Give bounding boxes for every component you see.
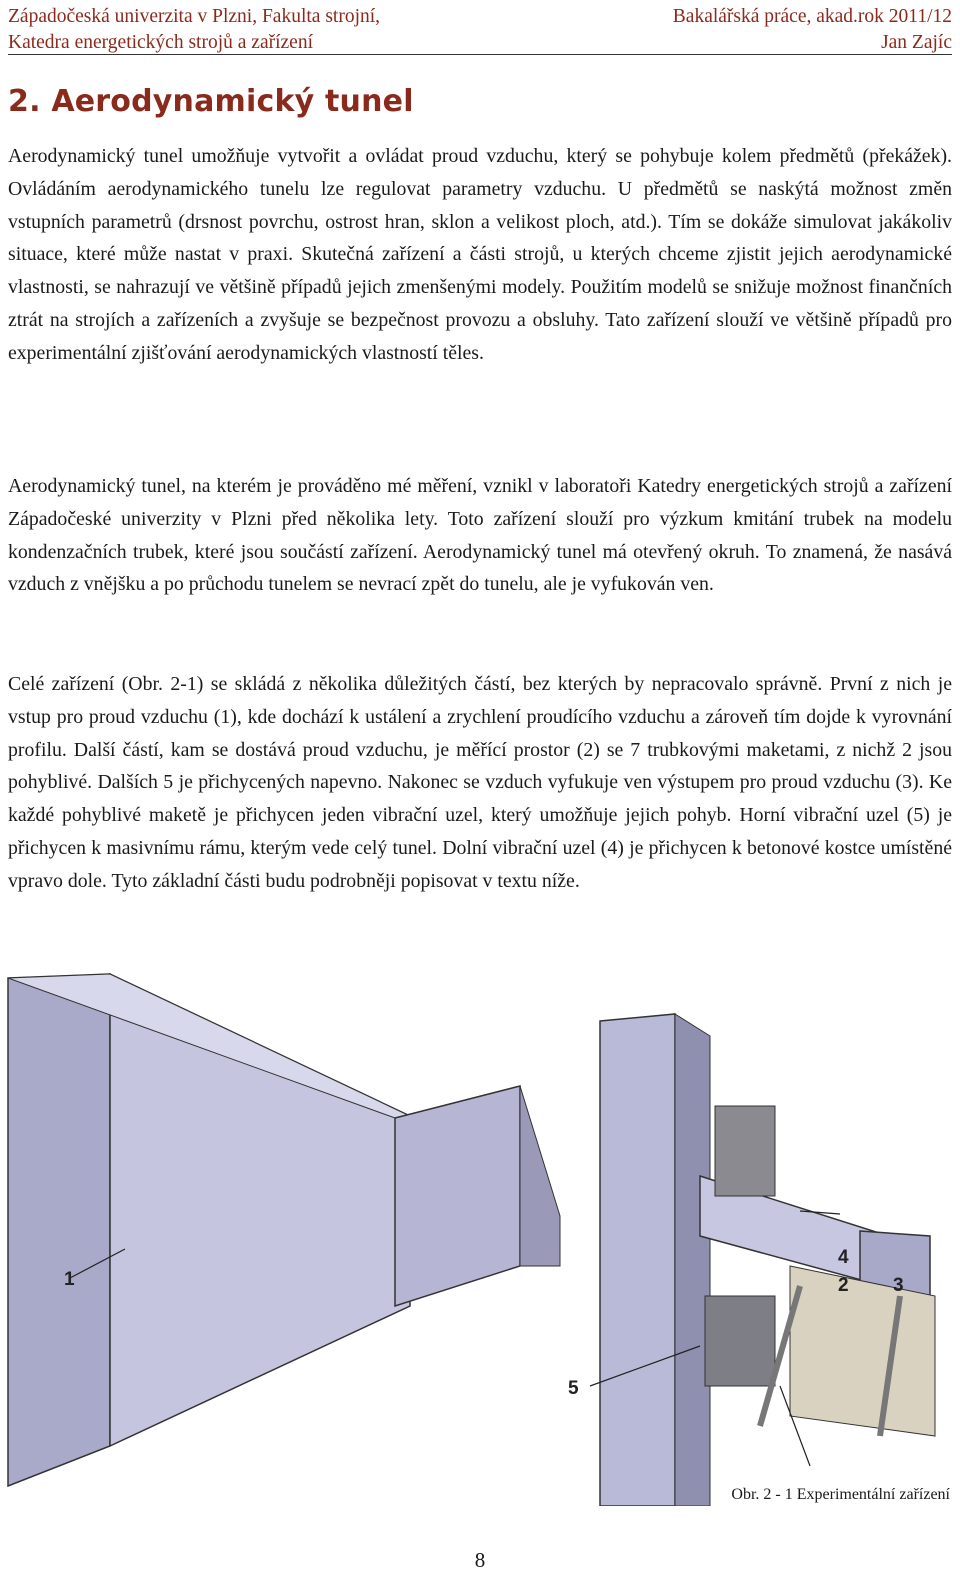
wind-tunnel-drawing	[0, 966, 960, 1506]
lower-vibration-node	[715, 1106, 775, 1196]
label-1: 1	[64, 1269, 75, 1290]
chapter-heading: 2. Aerodynamický tunel	[8, 84, 414, 119]
inlet-flange	[395, 1086, 520, 1306]
inlet-face	[8, 974, 110, 1486]
header-department: Katedra energetických strojů a zařízení	[8, 32, 313, 53]
experimental-setup-figure	[0, 966, 960, 1506]
label-5: 5	[568, 1378, 579, 1399]
label-2: 2	[838, 1275, 849, 1296]
frame-column	[600, 1014, 675, 1506]
paragraph-tunnel: Aerodynamický tunel, na kterém je prováděno mé měření, vznikl v laboratoři Katedry energetických strojů a zařízení Západočeské univerzity v Plzni před několika lety. Toto zařízení slouží pro výzkum kmitání trubek na modelu kondenzačních trubek, které jsou součástí zařízení. Aerodynamický tunel má otevřený okruh. To znamená, že nasává vzduch z vnějšku a po průchodu tunelem se nevrací zpět do tunelu, ale je vyfukován ven.	[8, 475, 952, 596]
page-header	[8, 4, 952, 55]
header-thesis: Bakalářská práce, akad.rok 2011/12	[672, 6, 952, 27]
concrete-block	[790, 1266, 935, 1436]
paragraph-parts: Celé zařízení (Obr. 2-1) se skládá z několika důležitých částí, bez kterých by nepracovalo správně. První z nich je vstup pro proud vzduchu (1), kde dochází k ustálení a zrychlení proudícího vzduchu a zároveň tím dojde k vyrovnání profilu. Další částí, kam se dostává proud vzduchu, je měřící prostor (2) se 7 trubkovými maketami, z nichž 2 jsou pohyblivé. Dalších 5 je přichycených napevno. Nakonec se vzduch vyfukuje ven výstupem pro proud vzduchu (3). Ke každé pohyblivé maketě je přichycen jeden vibrační uzel, který umožňuje jejich pohyb. Horní vibrační uzel (5) je přichycen k masivnímu rámu, kterým vede celý tunel. Dolní vibrační uzel (4) je přichycen k betonové kostce umístěné vpravo dole. Tyto základní části budu podrobněji popisovat v textu níže.	[8, 673, 952, 892]
label-4: 4	[838, 1247, 849, 1268]
header-author: Jan Zajíc	[881, 32, 952, 53]
header-university: Západočeská univerzita v Plzni, Fakulta strojní,	[8, 6, 381, 27]
paragraph-intro: Aerodynamický tunel umožňuje vytvořit a ovládat proud vzduchu, který se pohybuje kolem předmětů (překážek). Ovládáním aerodynamického tunelu lze regulovat parametry vzduchu. U předmětů se naskýtá možnost změn vstupních parametrů (drsnost povrchu, ostrost hran, sklon a velikost ploch, atd.). Tím se dokáže simulovat jakákoliv situace, které může nastat v praxi. Skutečná zařízení a části strojů, u kterých chceme zjistit jejich aerodynamické vlastnosti, se nahrazují ve většině případů jejich zmenšenými modely. Použitím modelů se snižuje možnost finančních ztrát na strojích a zařízeních a zvyšuje se bezpečnost provozu a obsluhy. Tato zařízení slouží ve většině případů pro experimentální zjišťování aerodynamických vlastností těles.	[8, 145, 952, 364]
figure-caption: Obr. 2 - 1 Experimentální zařízení	[731, 1486, 950, 1503]
page-number: 8	[474, 1548, 486, 1572]
label-3: 3	[893, 1275, 904, 1296]
inlet-neck	[520, 1086, 560, 1266]
frame-column-side	[675, 1014, 710, 1506]
upper-vibration-node	[705, 1296, 775, 1386]
